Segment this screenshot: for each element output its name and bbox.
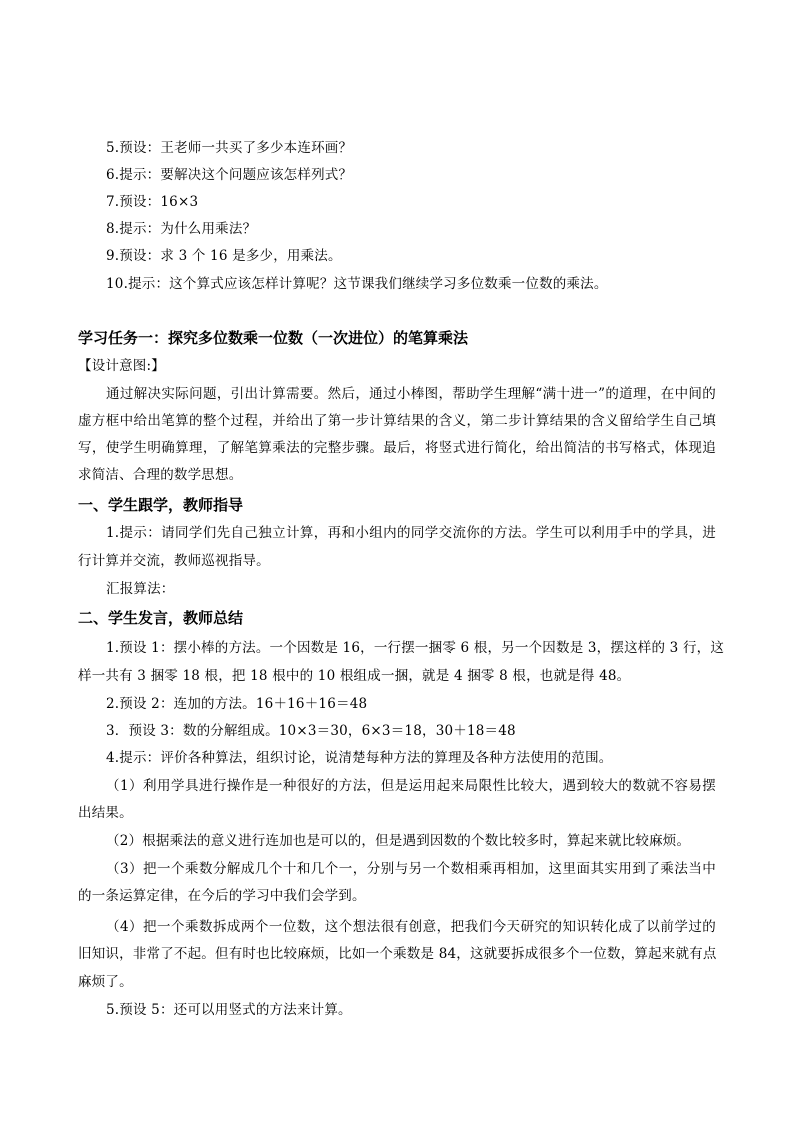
comment-4-line: 麻烦了。: [78, 974, 133, 990]
intro-line-6: 6.提示：要解决这个问题应该怎样列式？: [106, 167, 353, 183]
intro-line-8: 8.提示：为什么用乘法？: [106, 221, 257, 237]
comment-1-line: 出结果。: [78, 805, 133, 821]
section1-heading: 一、学生跟学，教师指导: [78, 496, 244, 514]
section2-paragraph-line: 样一共有 3 捆零 18 根，把 18 根中的 10 根组成一捆，就是 4 捆零 8 根，也就是得 48。: [78, 668, 631, 684]
design-intent-label: 【设计意图:】: [78, 358, 165, 374]
task1-title: 学习任务一：探究多位数乘一位数（一次进位）的笔算乘法: [78, 329, 469, 347]
design-intent-line: 写，使学生明确算理，了解笔算乘法的完整步骤。最后，将竖式进行简化，给出简洁的书写格式，体现追: [78, 440, 716, 456]
section1-report-label: 汇报算法：: [106, 581, 175, 597]
section2-hint-4: 4.提示：评价各种算法，组织讨论，说清楚每种方法的算理及各种方法使用的范围。: [106, 750, 613, 766]
comment-3-line: 的一条运算定律，在今后的学习中我们会学到。: [78, 888, 366, 904]
intro-line-9: 9.预设：求 3 个 16 是多少，用乘法。: [106, 248, 342, 264]
section2-paragraph-line: 1.预设 1：摆小棒的方法。一个因数是 16，一行摆一捆零 6 根，另一个因数是 3，摆这样的 3 行，这: [106, 640, 725, 656]
section2-preset-2: 2.预设 2：连加的方法。16＋16＋16＝48: [106, 696, 368, 712]
comment-2: （2）根据乘法的意义进行连加也是可以的，但是遇到因数的个数比较多时，算起来就比较麻烦。: [106, 833, 691, 849]
comment-1-line: （1）利用学具进行操作是一种很好的方法，但是运用起来局限性比较大，遇到较大的数就不容易摆: [106, 778, 716, 794]
section1-paragraph-line: 行计算并交流，教师巡视指导。: [78, 553, 270, 569]
intro-line-5: 5.预设：王老师一共买了多少本连环画？: [106, 140, 353, 156]
design-intent-line: 通过解决实际问题，引出计算需要。然后，通过小棒图，帮助学生理解“满十进一”的道理，在中间的: [106, 386, 716, 402]
intro-line-7: 7.预设：16×3: [106, 194, 199, 210]
design-intent-line: 虚方框中给出笔算的整个过程，并给出了第一步计算结果的含义，第二步计算结果的含义留给学生自己填: [78, 413, 716, 429]
intro-line-10: 10.提示：这个算式应该怎样计算呢？这节课我们继续学习多位数乘一位数的乘法。: [106, 276, 608, 292]
section2-preset-3: 3．预设 3：数的分解组成。10×3＝30，6×3＝18，30＋18＝48: [106, 723, 516, 739]
comment-3-line: （3）把一个乘数分解成几个十和几个一，分别与另一个数相乘再相加，这里面其实用到了乘法当中: [106, 861, 716, 877]
section2-preset-5: 5.预设 5：还可以用竖式的方法来计算。: [106, 1002, 352, 1018]
comment-4-line: （4）把一个乘数拆成两个一位数，这个想法很有创意，把我们今天研究的知识转化成了以前学过的: [106, 919, 716, 935]
section1-paragraph-line: 1.提示：请同学们先自己独立计算，再和小组内的同学交流你的方法。学生可以利用手中的学具，进: [106, 525, 716, 541]
section2-heading: 二、学生发言，教师总结: [78, 609, 244, 627]
comment-4-line: 旧知识，非常了不起。但有时也比较麻烦，比如一个乘数是 84，这就要拆成很多个一位数，算起来就有点: [78, 946, 717, 962]
design-intent-line: 求简洁、合理的数学思想。: [78, 467, 243, 483]
